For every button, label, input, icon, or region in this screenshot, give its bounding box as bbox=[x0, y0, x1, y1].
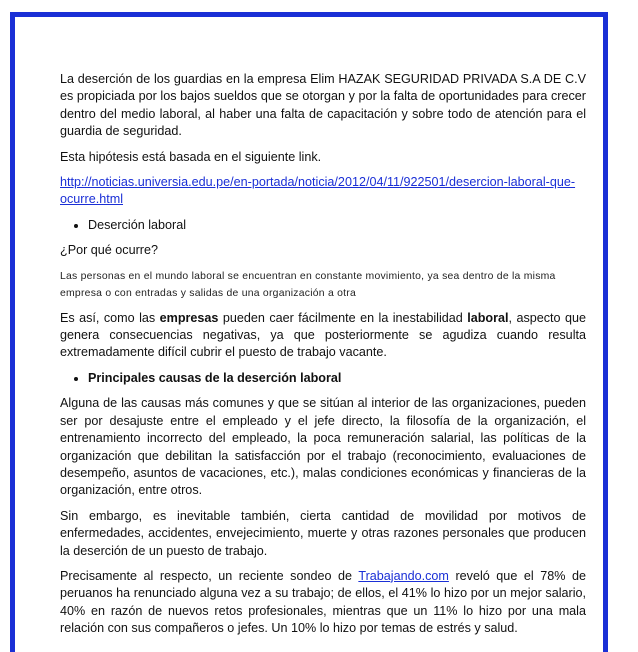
trabajando-link[interactable]: Trabajando.com bbox=[358, 568, 449, 583]
p6-text-b: reveló que el 78% de peruanos ha renunciado alguna vez a su trabajo; de ellos, el 41% lo hizo por un mejor salario, 40% en razón de nuevos retos profesionales, mientras que un 11% lo hizo por una mala relación con sus compañeros o jefes. Un 10% lo hizo por temas de estrés y salud. bbox=[60, 568, 586, 636]
p3-text-e: , aspecto que genera consecuencias negativas, ya que posteriormente se agudiza cuando resulta extremadamente difícil cubrir el puesto de trabajo vacante. bbox=[60, 310, 586, 360]
bullet-principales-causas bbox=[88, 370, 586, 387]
p3-bold-empresas: empresas bbox=[159, 310, 219, 325]
paragraph-hypothesis: La deserción de los guardias en la empresa Elim HAZAK SEGURIDAD PRIVADA S.A DE C.V es propiciada por los bajos sueldos que se otorgan y por la falta de oportunidades para crecer dentro del medio laboral, al haber una falta de capacitación y sobre todo de atención para el guardia de seguridad. bbox=[60, 72, 586, 139]
p6-text-a: Precisamente al respecto, un reciente sondeo de bbox=[60, 568, 359, 583]
bullet-desercion-laboral: • Deserción laboral bbox=[88, 217, 586, 234]
paragraph-source-intro: Esta hipótesis está basada en el siguiente link. bbox=[60, 149, 322, 164]
document-body bbox=[60, 71, 586, 646]
bullet-principales-causas-label: Principales causas de la deserción laboral bbox=[88, 370, 342, 385]
paragraph-sondeo bbox=[60, 568, 586, 638]
p3-bold-laboral: laboral bbox=[467, 310, 509, 325]
p3-text-a: Es así, como las bbox=[60, 310, 160, 325]
paragraph-empresas bbox=[60, 310, 586, 362]
p3-text-c: pueden caer fácilmente en la inestabilidad bbox=[218, 310, 468, 325]
paragraph-link bbox=[60, 174, 586, 209]
bullet-list-1 bbox=[60, 217, 586, 234]
paragraph-sin-embargo: Sin embargo, es inevitable también, cierta cantidad de movilidad por motivos de enfermedades, accidentes, envejecimiento, muerte y otras razones personales que producen la deserción de un puesto de trabajo. bbox=[60, 508, 586, 558]
paragraph-causas: Alguna de las causas más comunes y que se sitúan al interior de las organizaciones, pueden ser por desajuste entre el empleado y el jefe directo, la filosofía de la organización, el entrenamiento incorrecto del empleado, la poca remuneración salarial, las políticas de la organización que debilitan la satisfacción por el trabajo (reconocimiento, evaluaciones de desempeño, asuntos de vacaciones, etc.), malas condiciones económicas y financieras de la organización, entre otros. bbox=[60, 396, 586, 498]
source-link[interactable]: http://noticias.universia.edu.pe/en-portada/noticia/2012/04/11/922501/desercion-laboral-que-ocurre.html bbox=[60, 175, 576, 207]
question-heading: ¿Por qué ocurre? bbox=[60, 243, 159, 258]
paragraph-small-quote: Las personas en el mundo laboral se encuentran en constante movimiento, ya sea dentro de la misma empresa o con entradas y salidas de una organización a otra bbox=[60, 270, 556, 299]
bullet-list-2 bbox=[60, 370, 586, 387]
